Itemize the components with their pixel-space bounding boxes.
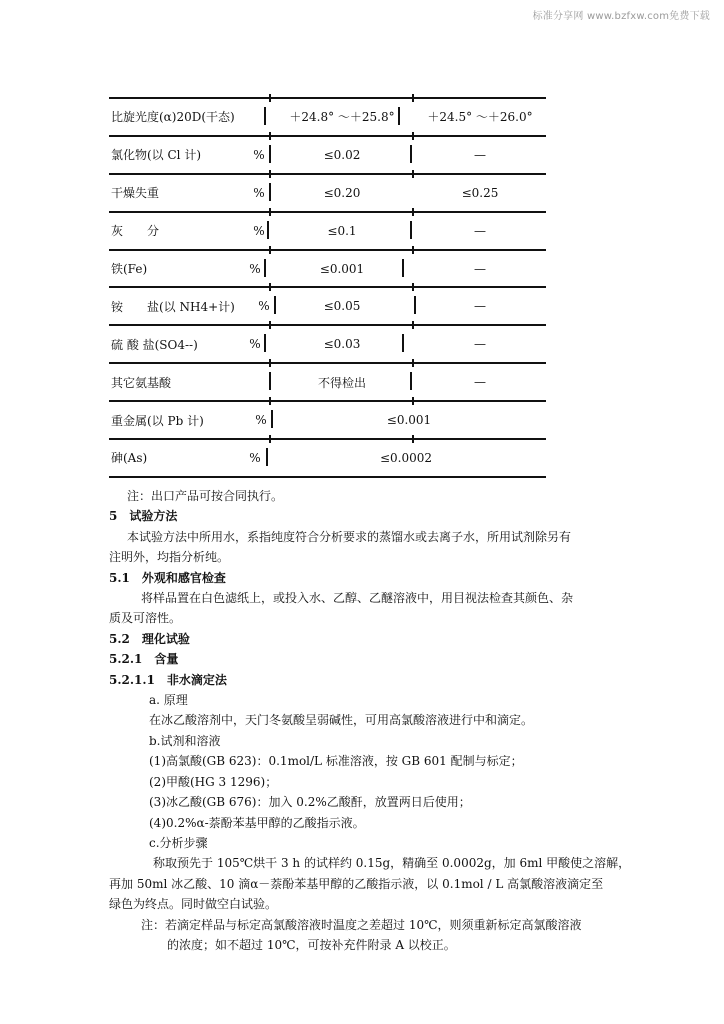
table-row <box>109 362 546 400</box>
method-note: 的浓度；如不超过 10℃，可按补充件附录 A 以校正。 <box>167 937 456 952</box>
column-divider <box>269 372 271 390</box>
row-name: 氯化物(以 Cl 计) <box>111 148 202 163</box>
row-value-1: ≤0.05 <box>323 299 361 314</box>
row-value-2: — <box>474 223 486 238</box>
column-divider <box>402 259 404 277</box>
column-tick <box>269 359 271 367</box>
column-tick <box>269 321 271 329</box>
row-value-1: ＋24.8° ～＋25.8° <box>289 110 395 125</box>
watermark-text: 标准分享网 www.bzfxw.com免费下载 <box>532 11 710 22</box>
column-divider <box>267 221 269 239</box>
paragraph: 再加 50ml 冰乙酸、10 滴α－萘酚苯基甲醇的乙酸指示液，以 0.1mol / L 高氯酸溶液滴定至 <box>109 876 604 891</box>
row-unit: % <box>253 185 265 200</box>
section-5-2-1-1-heading: 5.2.1.1 非水滴定法 <box>109 672 227 687</box>
row-value-2: ≤0.25 <box>461 185 499 200</box>
row-name: 砷(As) <box>111 451 148 466</box>
column-divider <box>264 334 266 352</box>
column-divider <box>398 107 400 125</box>
row-value-1: ≤0.001 <box>319 261 365 276</box>
row-name: 铁(Fe) <box>111 262 148 276</box>
table-row <box>109 97 546 135</box>
column-tick <box>269 94 271 102</box>
row-unit: % <box>249 337 261 352</box>
paragraph: 绿色为终点。同时做空白试验。 <box>109 897 278 912</box>
reagent-item: (4)0.2%α-萘酚苯基甲醇的乙酸指示液。 <box>149 815 365 830</box>
row-value-2: — <box>474 375 486 390</box>
column-divider <box>269 183 271 201</box>
section-5-2-heading: 5.2 理化试验 <box>109 631 190 646</box>
subheading-c: c.分析步骤 <box>149 835 208 850</box>
reagent-item: (3)冰乙酸(GB 676)：加入 0.2%乙酸酐，放置两日后使用； <box>149 795 471 810</box>
column-tick <box>269 132 271 140</box>
column-divider <box>402 334 404 352</box>
table-row <box>109 286 546 324</box>
row-name: 比旋光度(α)20D(干态) <box>111 110 235 125</box>
row-value-1: 不得检出 <box>317 375 366 390</box>
row-unit: % <box>249 450 261 465</box>
column-divider <box>410 372 412 390</box>
column-divider <box>410 221 412 239</box>
row-unit: % <box>249 261 261 276</box>
row-value-2: — <box>474 299 486 314</box>
column-divider <box>264 259 266 277</box>
table-row <box>109 400 546 438</box>
table-note: 注：出口产品可按合同执行。 <box>127 489 284 503</box>
column-tick <box>269 170 271 178</box>
paragraph: 将样品置在白色滤纸上，或投入水、乙醇、乙醚溶液中，用目视法检查其颜色、杂 <box>141 591 574 606</box>
row-name: 铵 盐(以 NH4+计) <box>111 299 235 314</box>
document-body <box>109 486 631 955</box>
row-name: 硫 酸 盐(SO4--) <box>111 337 198 352</box>
row-value-2: ＋24.5° ～＋26.0° <box>427 110 533 125</box>
table-row <box>109 135 546 173</box>
paragraph: 注明外，均指分析纯。 <box>109 550 230 565</box>
column-divider <box>410 145 412 163</box>
row-unit: % <box>255 413 267 428</box>
row-name: 重金属(以 Pb 计) <box>111 413 204 428</box>
reagent-item: (2)甲酸(HG 3 1296)； <box>149 774 278 789</box>
paragraph: 在冰乙酸溶剂中，天门冬氨酸呈弱碱性，可用高氯酸溶液进行中和滴定。 <box>149 713 534 728</box>
section-5-1-heading: 5.1 外观和感官检查 <box>109 570 226 585</box>
row-value-1: ≤0.1 <box>327 223 357 238</box>
row-unit: % <box>253 223 265 238</box>
table-row <box>109 324 546 362</box>
row-value-1: ≤0.02 <box>323 147 361 162</box>
row-value-1: ≤0.20 <box>323 185 361 200</box>
paragraph: 称取预先于 105℃烘干 3 h 的试样约 0.15g，精确至 0.0002g，加 6ml 甲酸使之溶解， <box>153 856 631 871</box>
table-row <box>109 249 546 287</box>
section-5-heading: 5 试验方法 <box>109 509 178 524</box>
column-tick <box>269 246 271 254</box>
section-5-2-1-heading: 5.2.1 含量 <box>109 652 179 667</box>
row-value-merged: ≤0.0002 <box>379 450 433 465</box>
row-value-2: — <box>474 147 486 162</box>
row-value-2: — <box>474 261 486 276</box>
row-name: 灰 分 <box>111 224 160 239</box>
table-row <box>109 438 546 478</box>
method-note: 注：若滴定样品与标定高氯酸溶液时温度之差超过 10℃，则须重新标定高氯酸溶液 <box>141 917 582 932</box>
column-divider <box>269 145 271 163</box>
paragraph: 质及可溶性。 <box>109 611 182 626</box>
table-row <box>109 173 546 211</box>
subheading-a: a. 原理 <box>149 693 188 708</box>
reagent-item: (1)高氯酸(GB 623)：0.1mol/L 标准溶液，按 GB 601 配制与标定； <box>149 754 523 769</box>
column-tick <box>269 208 271 216</box>
row-unit: % <box>258 299 270 314</box>
column-divider <box>264 107 266 125</box>
spec-table <box>109 97 546 478</box>
row-name: 其它氨基酸 <box>111 375 172 390</box>
row-value-merged: ≤0.001 <box>386 413 432 428</box>
row-unit: % <box>253 147 265 162</box>
table-row <box>109 211 546 249</box>
row-value-2: — <box>474 337 486 352</box>
paragraph: 本试验方法中所用水，系指纯度符合分析要求的蒸馏水或去离子水，所用试剂除另有 <box>127 529 572 544</box>
row-value-1: ≤0.03 <box>323 337 361 352</box>
subheading-b: b.试剂和溶液 <box>149 733 221 748</box>
row-name: 干燥失重 <box>111 186 160 201</box>
